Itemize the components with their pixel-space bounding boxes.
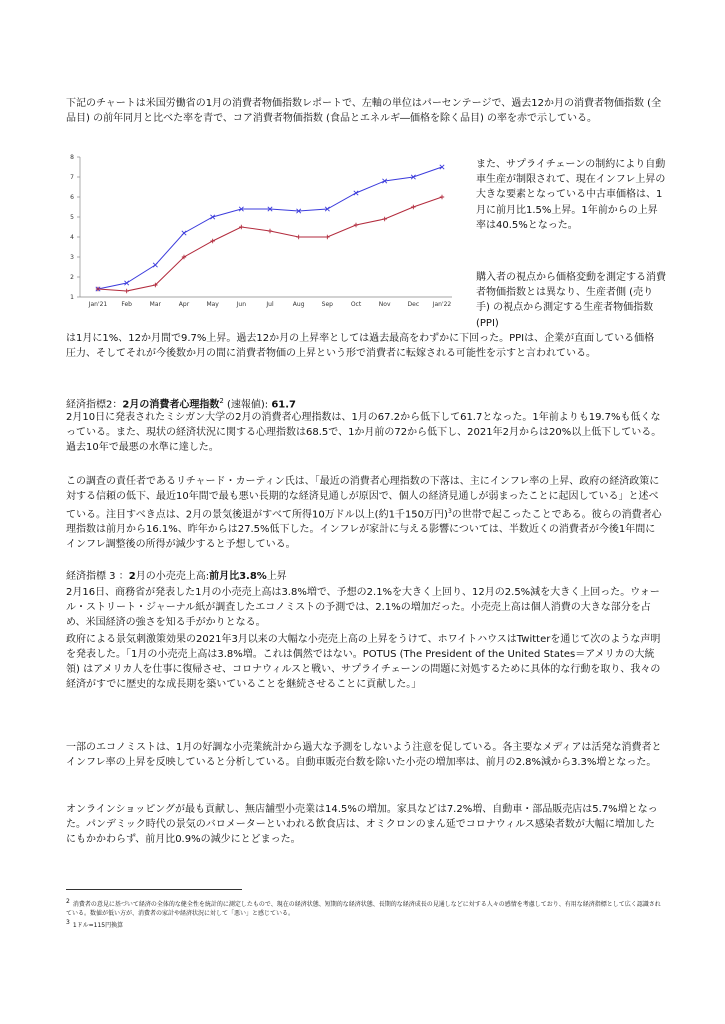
x-tick-label: Dec xyxy=(407,301,420,308)
indicator-2-value: 61.7 xyxy=(271,399,297,411)
series-2-line xyxy=(98,197,442,291)
footnote-2 xyxy=(66,897,666,918)
series-2-point xyxy=(268,229,272,233)
indicator-3-prefix: 経済指標 3 ： xyxy=(66,571,129,582)
series-2-point xyxy=(411,205,415,209)
sentiment-paragraph-2-part2: の世帯で起こったことである。彼らの消費者心理指数は前月から16.1%、昨年からは27.5%低下した。インフレが家計に与える影響については、半数近くの消費者が今後1年間にインフレ調整後の所得が減少すると予想している。 xyxy=(66,509,662,551)
indicator-3-value: 前月比3.8% xyxy=(209,571,267,582)
indicator-2-suffix: (速報値): xyxy=(223,399,272,411)
used-car-paragraph: また、サプライチェーンの制約により自動車生産が制限されて、現在インフレ上昇の大きな要素となっている中古車価格は、1月に前月比1.5%上昇。1年前からの上昇率は40.5%となった。 xyxy=(476,159,666,231)
x-tick-label: Apr xyxy=(178,301,190,308)
series-2-point xyxy=(210,239,214,243)
series-1-point xyxy=(354,191,358,195)
cpi-line-chart-svg xyxy=(62,149,462,309)
footnote-2-number: 2 xyxy=(66,898,70,905)
retail-paragraph-1: 2月16日、商務省が発表した1月の小売売上高は3.8%増で、予想の2.1%を大きく上回り、12月の2.5%減を大きく上回った。ウォール・ストリート・ジャーナル紙が調査したエコノミストの予測では、2.1%の増加だった。小売売上高は個人消費の大きな部分を占め、米国経済の強さを知る手がかりとなる。 xyxy=(66,587,660,628)
retail-paragraph-4: オンラインショッピングが最も貢献し、無店舗型小売業は14.5%の増加。家具などは7.2%増、自動車・部品販売店は5.7%増となった。パンデミック時代の景気のバロメーターといわれる飲食店は、オミクロンのまん延でコロナウィルス感染者数が大幅に増加したにもかかわらず、前月比0.9%の減少にとどまった。 xyxy=(66,804,658,845)
indicator-3-colon: : xyxy=(205,571,210,582)
indicator-3-suffix: 上昇 xyxy=(266,571,287,582)
series-2-point xyxy=(325,235,329,239)
x-tick-label: Mar xyxy=(149,301,161,308)
intro-paragraph: 下記のチャートは米国労働省の1月の消費者物価指数レポートで、左軸の単位はパーセンテージで、過去12か月の消費者物価指数 (全品目) の前年同月と比べた率を青で、コア消費者物価指数 (食品とエネルギ―価格を除く品目) の率を赤で示している。 xyxy=(66,98,662,124)
footnote-3 xyxy=(66,918,666,930)
y-tick-label: 4 xyxy=(70,234,74,241)
y-tick-label: 8 xyxy=(70,154,74,161)
ppi-paragraph: 購入者の視点から価格変動を測定する消費者物価指数とは異なり、生産者側 (売り手) の視点から測定する生産者物価指数 (PPI) xyxy=(476,272,666,329)
x-tick-label: Aug xyxy=(292,301,305,308)
indicator-3-heading xyxy=(66,569,664,584)
series-2-point xyxy=(440,195,444,199)
footnote-2-text: 消費者の意見に基づいて経済の全体的な健全性を統計的に測定したもので、現在の経済状態、短期的な経済状態、長期的な経済成長の見通しなどに対する人々の感情を考慮しており、有用な経済指標として広く認識されている。数値が低い方が、消費者の家計や経済状況に対して「悪い」と感じている。 xyxy=(66,901,661,917)
x-tick-label: Feb xyxy=(121,301,132,308)
series-1-point xyxy=(153,263,157,267)
series-2-point xyxy=(124,289,128,293)
y-tick-label: 5 xyxy=(70,214,74,221)
x-tick-label: Jan'21 xyxy=(88,301,108,308)
series-2-point xyxy=(296,235,300,239)
y-tick-label: 6 xyxy=(70,194,74,201)
retail-paragraph-3: 一部のエコノミストは、1月の好調な小売業統計から過大な予測をしないよう注意を促している。各主要なメディアは活発な消費者とインフレ率の上昇を反映していると分析している。自動車販売台数を除いた小売の増加率は、前月の2.8%減から3.3%増となった。 xyxy=(66,742,662,768)
footnote-3-number: 3 xyxy=(66,919,70,926)
series-2-point xyxy=(354,223,358,227)
x-tick-label: Jul xyxy=(266,301,274,308)
footnote-ref-3: 3 xyxy=(447,508,452,515)
indicator-3-title: 月の小売売上高 xyxy=(135,571,206,582)
x-tick-label: Jun xyxy=(236,301,247,308)
x-tick-label: Nov xyxy=(378,301,391,308)
series-1-point xyxy=(440,165,444,169)
sentiment-paragraph-2 xyxy=(66,474,664,552)
retail-paragraph-2: 政府による景気刺激策効果の2021年3月以来の大幅な小売売上高の上昇をうけて、ホワイトハウスはTwitterを通じて次のような声明を発表した。「1月の小売売上高は3.8%増。これは偶然ではない。POTUS (The President of the United States＝アメリカの大統領) はアメリカ人を仕事に復帰させ、コロナウィルスと戦い、サプライチェーンの問題に対処するために具体的な行動を取り、我々の経済がすでに歴史的な成長期を築いていることを継続させることに貢献した。」 xyxy=(66,634,661,690)
y-tick-label: 7 xyxy=(70,174,74,181)
sentiment-paragraph-2-part1: この調査の責任者であるリチャード・カーティン氏は、「最近の消費者心理指数の下落は、主にインフレ率の上昇、政府の経済政策に対する信頼の低下、最近10年間で最も悪い長期的な経済見通しが原因で、個人の経済見通しが弱まったことに起因している」と述べている。注目すべき点は、2月の景気後退がすべて所得10万ドル以上(約1千150万円) xyxy=(66,476,660,521)
indicator-3-month: 2 xyxy=(128,571,136,582)
footnote-divider xyxy=(66,889,242,890)
series-1-line xyxy=(98,167,442,289)
cpi-chart xyxy=(62,149,462,309)
x-tick-label: Sep xyxy=(321,301,333,308)
y-tick-label: 1 xyxy=(70,294,74,301)
y-tick-label: 2 xyxy=(70,274,74,281)
x-tick-label: May xyxy=(206,301,219,308)
x-tick-label: Oct xyxy=(350,301,362,308)
series-1-point xyxy=(182,231,186,235)
footnote-ref-2: 2 xyxy=(219,397,224,405)
indicator-2-title: 2月の消費者心理指数 xyxy=(122,399,220,411)
footnote-3-text: 1ドル=115円換算 xyxy=(72,922,124,929)
x-tick-label: Jan'22 xyxy=(432,301,452,308)
y-tick-label: 3 xyxy=(70,254,74,261)
series-2-point xyxy=(239,225,243,229)
sentiment-paragraph-1: 2月10日に発表されたミシガン大学の2月の消費者心理指数は、1月の67.2から低下して61.7となった。1年前よりも19.7%も低くなっている。また、現状の経済状況に関する心理指数は68.5で、1か月前の72から低下し、2021年2月からは20%以上低下している。過去10年で最悪の水準に達した。 xyxy=(66,412,662,453)
ppi-continued-paragraph: は1月に1%、12か月間で9.7%上昇。過去12か月の上昇率としては過去最高をわずかに下回った。PPIは、企業が直面している価格圧力、そしてそれが今後数か月の間に消費者物価の上昇という形で消費者に転嫁される可能性を示すと言われている。 xyxy=(66,333,655,359)
indicator-2-prefix: 経済指標2： xyxy=(66,399,123,411)
series-2-point xyxy=(382,217,386,221)
